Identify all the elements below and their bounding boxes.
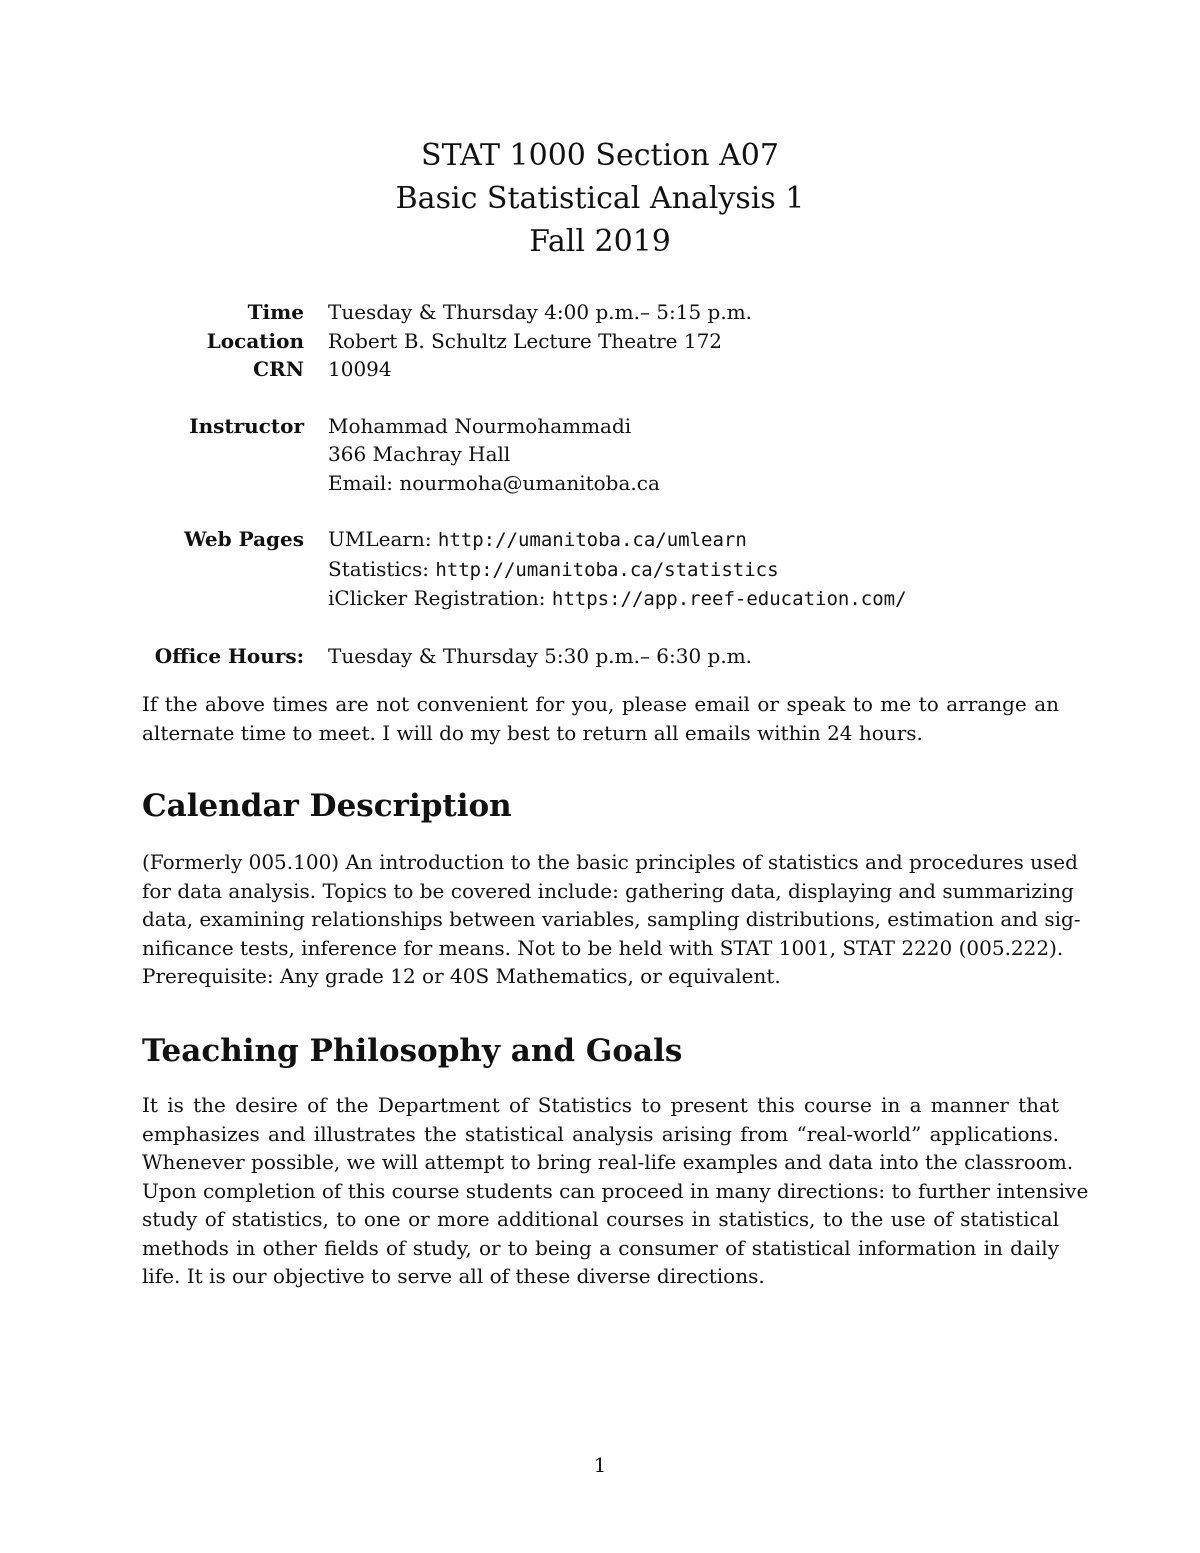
instructor-name: Mohammad Nourmohammadi [328,413,632,438]
umlearn-prefix: UMLearn: [328,527,438,551]
web-pages-label: Web Pages [184,527,304,551]
instructor-email[interactable]: Email: nourmoha@umanitoba.ca [328,470,660,495]
time-value: Tuesday & Thursday 4:00 p.m.– 5:15 p.m. [328,300,753,324]
course-code-title: STAT 1000 Section A07 [421,138,779,173]
umlearn-entry [328,525,1062,555]
calendar-description-heading: Calendar Description [142,788,512,824]
availability-line: alternate time to meet. I will do my best to return all emails within 24 hours. [142,720,923,745]
calendar-line: (Formerly 005.100) An introduction to the basic principles of statistics and procedures used [142,850,1078,874]
philosophy-line: emphasizes and illustrates the statistical analysis arising from “real-world” applications. [142,1121,1059,1146]
office-hours-label: Office Hours: [154,643,304,668]
availability-paragraph [142,690,1059,747]
calendar-line: Prerequisite: Any grade 12 or 40S Mathematics, or equivalent. [142,964,781,988]
statistics-prefix: Statistics: [328,556,436,581]
teaching-philosophy-heading: Teaching Philosophy and Goals [142,1033,683,1069]
philosophy-line: methods in other fields of study, or to being a consumer of statistical information in daily [142,1235,1059,1260]
umlearn-link[interactable]: http://umanitoba.ca/umlearn [437,529,747,551]
instructor-label: Instructor [189,413,304,438]
office-hours-value: Tuesday & Thursday 5:30 p.m.– 6:30 p.m. [328,643,753,668]
calendar-line: nificance tests, inference for means. Not to be held with STAT 1001, STAT 2220 (005.222). [142,935,1064,960]
philosophy-line: study of statistics, to one or more additional courses in statistics, to the use of statistical [142,1207,1059,1231]
location-value: Robert B. Schultz Lecture Theatre 172 [328,328,723,353]
crn-value: 10094 [328,357,392,381]
calendar-line: data, examining relationships between variables, sampling distributions, estimation and sig- [142,907,1081,931]
course-info-table [142,298,1062,670]
crn-label: CRN [253,357,304,381]
time-label: Time [247,300,304,324]
iclicker-entry [328,584,1062,614]
statistics-link[interactable]: http://umanitoba.ca/statistics [435,558,779,581]
philosophy-line: Whenever possible, we will attempt to bring real-life examples and data into the classroom. [142,1150,1074,1174]
instructor-office: 366 Machray Hall [328,442,511,466]
availability-line: If the above times are not convenient for you, please email or speak to me to arrange an [142,692,1059,716]
page-number: 1 [593,1453,607,1477]
instructor-details [328,412,1062,498]
iclicker-prefix: iClicker Registration: [328,586,552,610]
philosophy-line: It is the desire of the Department of Statistics to present this course in a manner that [142,1093,1059,1117]
web-pages-list [328,525,1062,614]
philosophy-line: Upon completion of this course students can proceed in many directions: to further intensive [142,1178,1089,1203]
teaching-philosophy-paragraph [142,1091,1089,1291]
calendar-line: for data analysis. Topics to be covered include: gathering data, displaying and summarizing [142,878,1074,903]
location-label: Location [206,328,304,353]
web-pages-row [142,525,1062,614]
term-title: Fall 2019 [529,224,671,259]
instructor-row [142,412,1062,498]
calendar-description-paragraph [142,848,1081,991]
location-row [142,327,1062,356]
statistics-entry [328,555,1062,585]
crn-row [142,355,1062,384]
course-name-title: Basic Statistical Analysis 1 [395,181,805,216]
iclicker-link[interactable]: https://app.reef-education.com/ [551,588,907,610]
philosophy-line: life. It is our objective to serve all of these diverse directions. [142,1264,765,1288]
document-title [0,134,1200,263]
time-row [142,298,1062,327]
office-hours-row [142,642,1062,671]
